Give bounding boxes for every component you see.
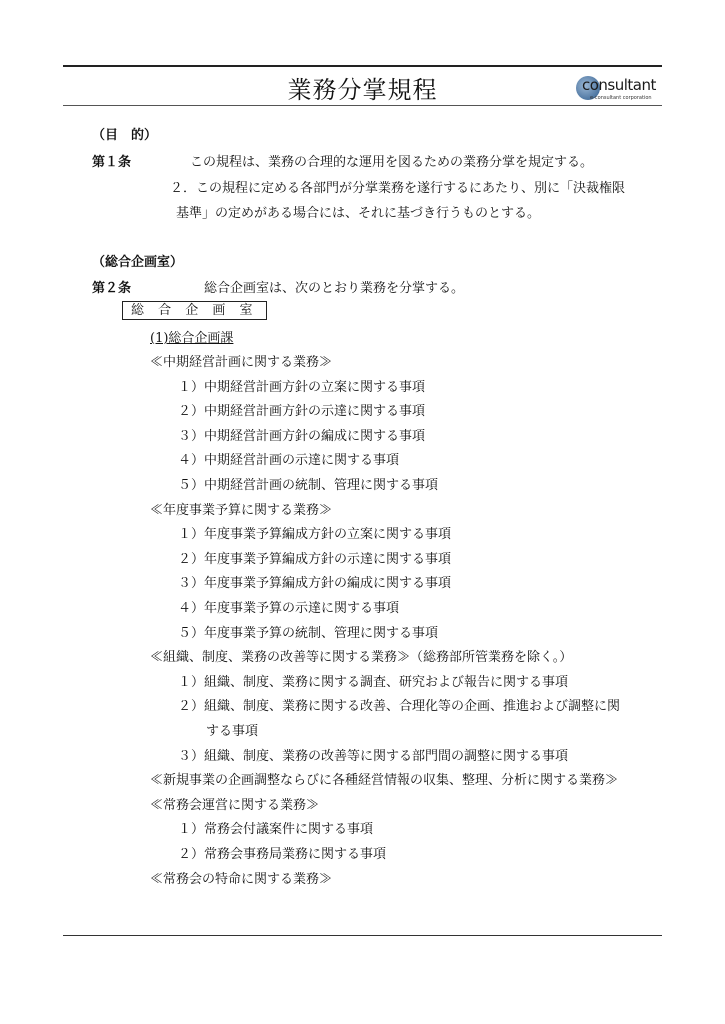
article2-label: 第２条 [92,281,132,296]
duty-item: ４）年度事業予算の示達に関する事項 [178,601,400,616]
article2-heading: （総合企画室） [92,255,184,270]
duty-item: １）常務会付議案件に関する事項 [178,822,374,837]
section-title: (1)総合企画課 [150,331,234,346]
duty-item: する事項 [206,724,259,739]
duty-item: １）中期経営計画方針の立案に関する事項 [178,380,426,395]
duty-item: ２）組織、制度、業務に関する改善、合理化等の企画、推進および調整に関 [178,699,621,714]
duty-category: ≪中期経営計画に関する業務≫ [150,355,333,370]
header-rule-top [63,65,662,67]
article1-para2-line1: ２．この規程に定める各部門が分掌業務を遂行するにあたり、別に「決裁権限 [170,181,626,196]
footer-rule [63,935,662,936]
article1-para2-line2: 基準」の定めがある場合には、それに基づき行うものとする。 [176,206,541,221]
duty-item: ５）中期経営計画の統制、管理に関する事項 [178,478,439,493]
article1-label: 第１条 [92,155,132,170]
duty-item: ３）中期経営計画方針の編成に関する事項 [178,429,426,444]
page-title: 業務分掌規程 [287,76,438,104]
company-logo [576,74,662,104]
header-rule-bottom [63,105,662,106]
duty-item: １）組織、制度、業務に関する調査、研究および報告に関する事項 [178,675,569,690]
duty-item: １）年度事業予算編成方針の立案に関する事項 [178,527,452,542]
duty-category: ≪新規事業の企画調整ならびに各種経営情報の収集、整理、分析に関する業務≫ [150,773,619,788]
department-box: 総 合 企 画 室 [122,301,267,320]
logo-subtext: e-consultant corporation [590,95,652,101]
duty-category: ≪年度事業予算に関する業務≫ [150,503,333,518]
duty-category: ≪常務会の特命に関する業務≫ [150,872,333,887]
duty-item: ５）年度事業予算の統制、管理に関する事項 [178,626,439,641]
duty-category: ≪常務会運営に関する業務≫ [150,798,320,813]
duty-item: ２）年度事業予算編成方針の示達に関する事項 [178,552,452,567]
duty-item: ２）常務会事務局業務に関する事項 [178,847,387,862]
logo-text: consultant [582,76,656,94]
article2-para1: 総合企画室は、次のとおり業務を分掌する。 [204,281,465,296]
duty-item: ３）組織、制度、業務の改善等に関する部門間の調整に関する事項 [178,749,569,764]
duty-item: ３）年度事業予算編成方針の編成に関する事項 [178,576,452,591]
article1-heading: （目 的） [92,128,158,143]
duty-item: ４）中期経営計画の示達に関する事項 [178,453,400,468]
article1-para1: この規程は、業務の合理的な運用を図るための業務分掌を規定する。 [190,155,594,170]
duty-item: ２）中期経営計画方針の示達に関する事項 [178,404,426,419]
duty-category: ≪組織、制度、業務の改善等に関する業務≫（総務部所管業務を除く。） [150,650,573,665]
